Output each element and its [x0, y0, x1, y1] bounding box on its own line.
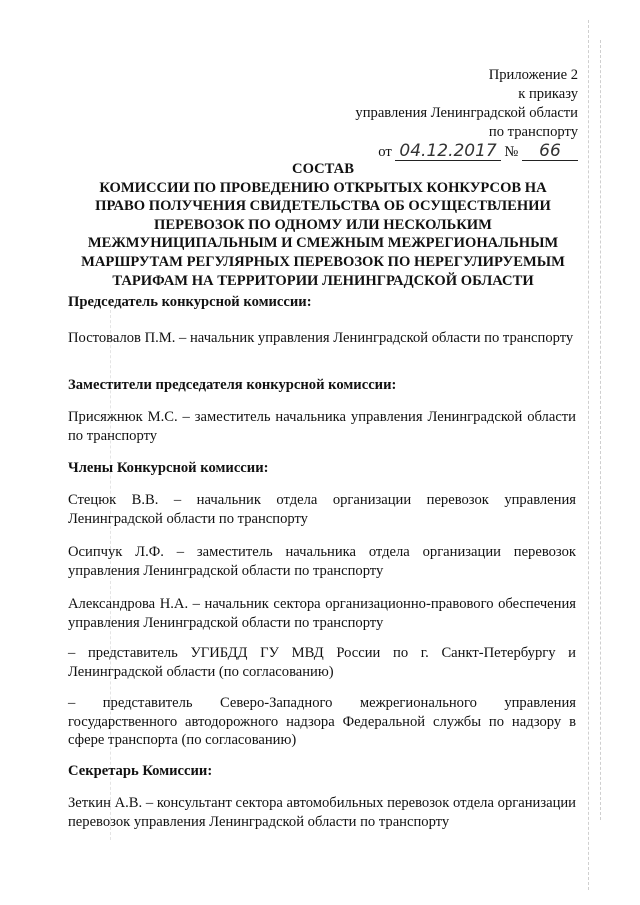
title-line: ТАРИФАМ НА ТЕРРИТОРИИ ЛЕНИНГРАДСКОЙ ОБЛАСТИ [112, 272, 534, 289]
secretary-heading: Секретарь Комиссии: [68, 763, 213, 779]
member-item: – представитель УГИБДД ГУ МВД России по г. Санкт-Петербургу и Ленинградской области (по согласованию) [68, 645, 576, 680]
appendix-line: Приложение 2 [488, 67, 578, 83]
appendix-header [355, 66, 578, 164]
title-line: СОСТАВ [292, 161, 354, 177]
appendix-line: управления Ленинградской области [355, 105, 578, 121]
deputies-text: Присяжнюк М.С. – заместитель начальника управления Ленинградской области по транспорту [68, 409, 576, 444]
appendix-line: к приказу [518, 86, 578, 102]
title-line: ПЕРЕВОЗОК ПО ОДНОМУ ИЛИ НЕСКОЛЬКИМ [154, 216, 492, 233]
handwritten-number: 66 [522, 142, 578, 161]
scan-artifact-line [588, 20, 589, 890]
handwritten-date: 04.12.2017 [395, 142, 500, 161]
members-heading: Члены Конкурсной комиссии: [68, 460, 269, 476]
secretary-text: Зеткин А.В. – консультант сектора автомобильных перевозок отдела организации перевозок управления Ленинградской области по транспорту [68, 795, 576, 830]
document-title [68, 160, 578, 290]
title-line: ПРАВО ПОЛУЧЕНИЯ СВИДЕТЕЛЬСТВА ОБ ОСУЩЕСТВЛЕНИИ [95, 198, 551, 215]
number-label: № [504, 144, 519, 160]
title-line: МЕЖМУНИЦИПАЛЬНЫМ И СМЕЖНЫМ МЕЖРЕГИОНАЛЬНЫМ [87, 235, 559, 252]
member-item: Стецюк В.В. – начальник отдела организации перевозок управления Ленинградской области по транспорту [68, 492, 576, 527]
member-item: – представитель Северо-Западного межрегионального управления государственного автодорожного надзора Федеральной службы по надзору в сфере транспорта (по согласованию) [68, 695, 576, 748]
member-item: Александрова Н.А. – начальник сектора организационно-правового обеспечения управления Ленинградской области по транспорту [68, 596, 576, 631]
chairman-heading: Председатель конкурсной комиссии: [68, 294, 312, 310]
scan-artifact-line [600, 40, 601, 820]
member-item: Осипчук Л.Ф. – заместитель начальника отдела организации перевозок управления Ленинградской области по транспорту [68, 544, 576, 579]
from-label: от [378, 144, 392, 160]
title-line: КОМИССИИ ПО ПРОВЕДЕНИЮ ОТКРЫТЫХ КОНКУРСОВ НА [99, 179, 547, 196]
chairman-text: Постовалов П.М. – начальник управления Ленинградской области по транспорту [68, 330, 574, 346]
title-line: МАРШРУТАМ РЕГУЛЯРНЫХ ПЕРЕВОЗОК ПО НЕРЕГУЛИРУЕМЫМ [81, 253, 565, 270]
deputies-heading: Заместители председателя конкурсной комиссии: [68, 377, 397, 393]
appendix-line: по транспорту [488, 124, 578, 140]
